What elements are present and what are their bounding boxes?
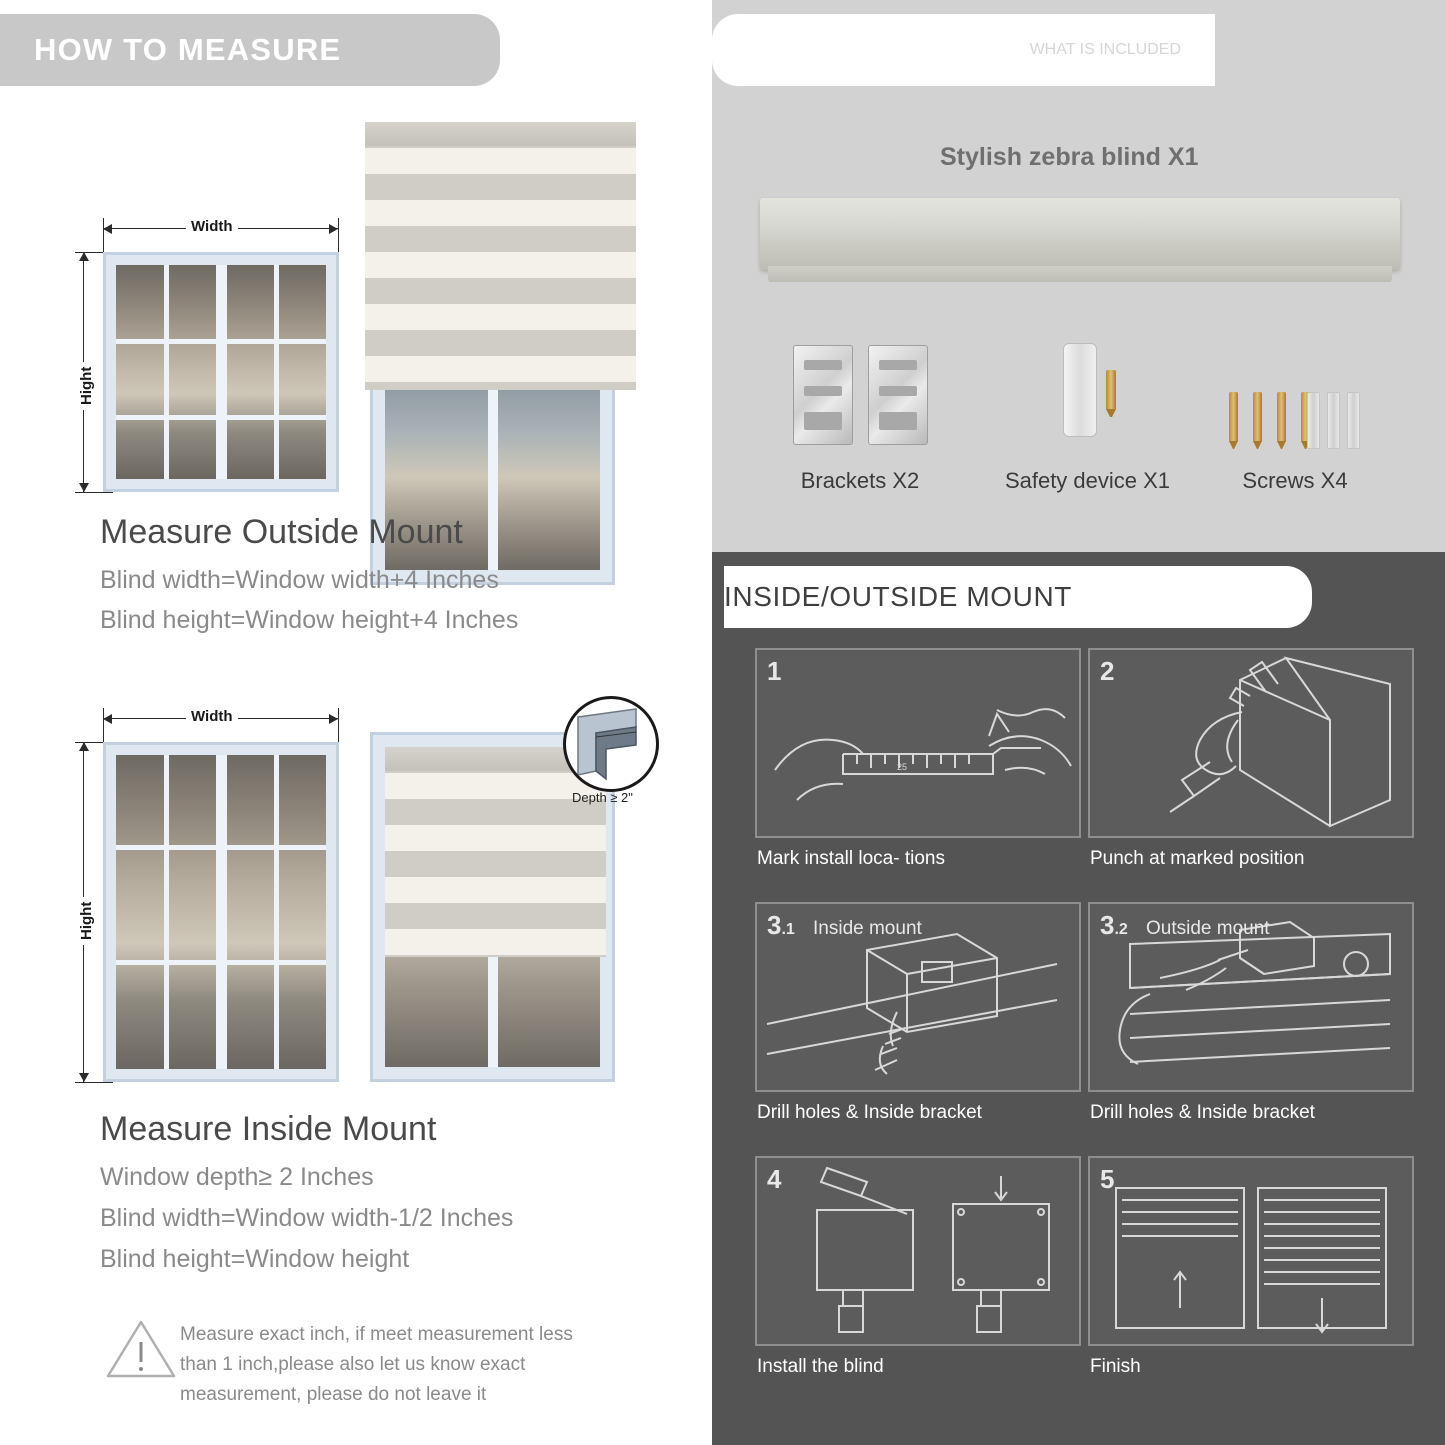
install-blind-icon: [757, 1158, 1079, 1344]
tab-what-is-included: [712, 14, 1215, 86]
inside-height-tick-bottom: [75, 1082, 113, 1083]
inside-height-label: Hight: [78, 897, 95, 945]
step-3-2-caption: Drill holes & Inside bracket: [1090, 1102, 1315, 1123]
outside-mount-illustration: [0, 100, 712, 500]
step-box-1: [755, 648, 1081, 838]
tape-measure-icon: [757, 650, 1079, 836]
depth-detail-icon: [566, 699, 656, 789]
screws-label: Screws X4: [1242, 468, 1348, 493]
inside-mount-line-3: Blind height=Window height: [100, 1245, 410, 1273]
safety-device-label: Safety device X1: [1004, 468, 1171, 493]
bracket-slot-1: [804, 360, 842, 370]
zebra-blind-bottom-rail: [768, 266, 1392, 282]
outside-zebra-blind: [365, 122, 636, 390]
depth-label: Depth ≥ 2": [572, 790, 633, 805]
depth-magnifier: [563, 696, 659, 792]
outside-width-arrow-left: [103, 224, 112, 234]
outside-width-label: Width: [186, 218, 238, 235]
step-1-caption: Mark install loca- tions: [757, 848, 945, 869]
step-box-3-2: [1088, 902, 1414, 1092]
outside-zebra-stripes: [365, 122, 636, 390]
step-2-caption: Punch at marked position: [1090, 848, 1305, 869]
inside-height-arrow-down: [79, 1073, 89, 1082]
outside-height-tick-bottom: [75, 492, 113, 493]
inside-mount-line-1: Window depth≥ 2 Inches: [100, 1163, 374, 1191]
svg-text:25: 25: [897, 762, 908, 772]
outside-window-mullion-center: [216, 265, 227, 479]
outside-height-arrow-down: [79, 483, 89, 492]
drill-icon: [1090, 650, 1412, 836]
outside-window-frame: [103, 252, 339, 492]
finished-blind-icon: [1090, 1158, 1412, 1344]
inside-mount-line-2: Blind width=Window width-1/2 Inches: [100, 1204, 514, 1232]
screws-icon: [1277, 392, 1286, 442]
inside-width-label: Width: [186, 708, 238, 725]
step-box-4: [755, 1156, 1081, 1346]
step-3-1-caption: Drill holes & Inside bracket: [757, 1102, 982, 1123]
inside-window-frame: [103, 742, 339, 1082]
safety-device-icon: [1063, 343, 1097, 437]
bracket-slot-3: [804, 412, 842, 430]
warning-triangle-icon: [105, 1318, 177, 1380]
outside-mount-line-1: Blind width=Window width+4 Inches: [100, 566, 499, 594]
outside-blind-window-frame: [370, 370, 615, 585]
bracket-slot-2: [804, 386, 842, 396]
outside-window-grid-h1: [116, 339, 326, 344]
bracket-icon: [868, 345, 928, 445]
outside-blind-window-mullion: [488, 385, 498, 570]
inside-mount-title: Measure Inside Mount: [100, 1110, 437, 1148]
inside-window-grid-v1: [164, 755, 169, 1069]
step-3-2-inline-label: Outside mount: [1146, 918, 1270, 939]
step-1-number: 1: [767, 656, 782, 686]
bracket-slot-1: [879, 360, 917, 370]
step-2-number: 2: [1100, 656, 1115, 686]
how-to-measure-panel: [0, 0, 712, 1445]
screws-icon: [1229, 392, 1238, 442]
outside-width-arrow-right: [329, 224, 338, 234]
included-main-item-label: Stylish zebra blind X1: [940, 143, 1199, 171]
step-box-2: [1088, 648, 1414, 838]
outside-window-grid-v1: [164, 265, 169, 479]
inside-window-grid-v2: [274, 755, 279, 1069]
inside-window-grid-h2: [116, 960, 326, 965]
inside-width-arrow-right: [329, 714, 338, 724]
wall-anchor-icon: [1327, 392, 1340, 449]
bracket-icon: [793, 345, 853, 445]
brackets-label: Brackets X2: [800, 468, 920, 493]
outside-window-grid-h2: [116, 415, 326, 420]
step-box-5: [1088, 1156, 1414, 1346]
step-5-number: 5: [1100, 1164, 1115, 1194]
inside-mount-illustration: [0, 690, 712, 1100]
outside-height-label: Hight: [78, 362, 95, 410]
inside-width-arrow-left: [103, 714, 112, 724]
tab-what-is-included-label: WHAT IS INCLUDED: [1029, 41, 1181, 58]
wall-anchor-icon: [1347, 392, 1360, 449]
outside-mount-title: Measure Outside Mount: [100, 513, 463, 551]
wall-anchor-icon: [1307, 392, 1320, 449]
step-5-caption: Finish: [1090, 1356, 1141, 1377]
inside-window-grid-h1: [116, 845, 326, 850]
screws-icon: [1253, 392, 1262, 442]
zebra-blind-product: [760, 198, 1400, 270]
step-3-1-number: 3.1: [767, 910, 795, 940]
safety-device-screw-icon: [1106, 370, 1116, 410]
step-3-1-inline-label: Inside mount: [813, 918, 922, 939]
inside-height-arrow-up: [79, 742, 89, 751]
inside-window-mullion-center: [216, 755, 227, 1069]
outside-height-arrow-up: [79, 252, 89, 261]
outside-window-grid-v2: [274, 265, 279, 479]
bracket-slot-3: [879, 412, 917, 430]
outside-mount-line-2: Blind height=Window height+4 Inches: [100, 606, 519, 634]
tab-how-to-measure-label: HOW TO MEASURE: [34, 32, 342, 67]
tab-inside-outside-mount-label: INSIDE/OUTSIDE MOUNT: [724, 581, 1073, 612]
tab-inside-outside-mount: [724, 566, 1312, 628]
tab-how-to-measure: [0, 14, 500, 86]
step-4-number: 4: [767, 1164, 782, 1194]
outside-zebra-valance: [365, 122, 636, 146]
step-4-caption: Install the blind: [757, 1356, 884, 1377]
bracket-slot-2: [879, 386, 917, 396]
step-box-3-1: [755, 902, 1081, 1092]
step-3-2-number: 3.2: [1100, 910, 1128, 940]
warning-text: Measure exact inch, if meet measurement less than 1 inch,please also let us know exact measurement, please do not leave it: [180, 1324, 573, 1405]
